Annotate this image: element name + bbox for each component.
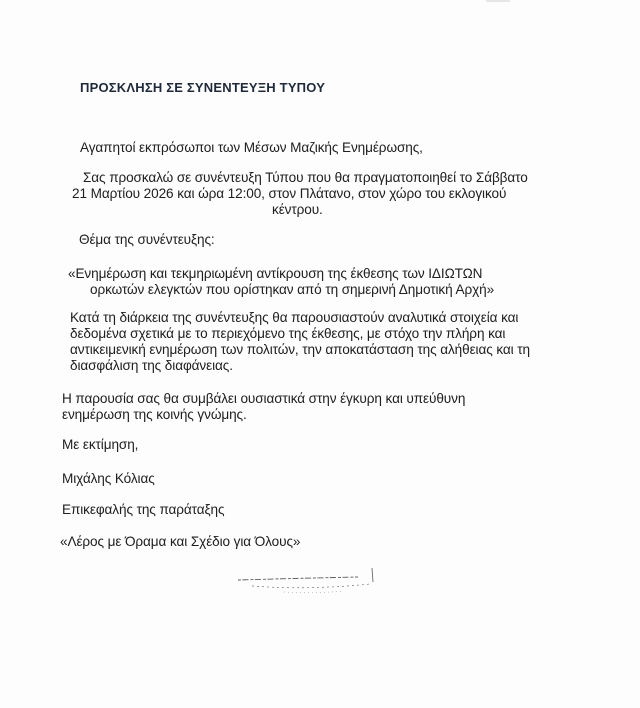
handwritten-signature: [232, 562, 382, 598]
closing-line-2: ενημέρωση της κοινής γνώμης.: [62, 407, 247, 422]
document-title: ΠΡΟΣΚΛΗΣΗ ΣΕ ΣΥΝΕΝΤΕΥΞΗ ΤΥΠΟΥ: [80, 80, 326, 95]
details-line-1: Κατά τη διάρκεια της συνέντευξης θα παρουσιαστούν αναλυτικά στοιχεία και: [70, 310, 519, 325]
scan-edge-mark: [486, 0, 510, 2]
signer-name: Μιχάλης Κόλιας: [62, 471, 155, 486]
invitation-line-3: κέντρου.: [272, 202, 323, 217]
invitation-line-2: 21 Μαρτίου 2026 και ώρα 12:00, στον Πλάτανο, στον χώρο του εκλογικού: [72, 186, 507, 201]
greeting: Αγαπητοί εκπρόσωποι των Μέσων Μαζικής Ενημέρωσης,: [80, 140, 423, 155]
details-line-4: διασφάλιση της διαφάνειας.: [70, 358, 233, 373]
topic-heading: Θέμα της συνέντευξης:: [79, 232, 215, 247]
topic-line-1: «Ενημέρωση και τεκμηριωμένη αντίκρουση της έκθεσης των ΙΔΙΩΤΩΝ: [68, 266, 483, 281]
details-line-2: δεδομένα σχετικά με το περιεχόμενο της έκθεσης, με στόχο την πλήρη και: [70, 326, 506, 341]
signer-role: Επικεφαλής της παράταξης: [62, 502, 225, 517]
topic-line-2: ορκωτών ελεγκτών που ορίστηκαν από τη σημερινή Δημοτική Αρχή»: [90, 282, 495, 297]
party-name: «Λέρος με Όραμα και Σχέδιο για Όλους»: [60, 534, 301, 549]
invitation-line-1: Σας προσκαλώ σε συνέντευξη Τύπου που θα πραγματοποιηθεί το Σάββατο: [83, 170, 528, 185]
regards: Με εκτίμηση,: [62, 437, 139, 452]
closing-line-1: Η παρουσία σας θα συμβάλει ουσιαστικά στην έγκυρη και υπεύθυνη: [62, 391, 466, 406]
details-line-3: αντικειμενική ενημέρωση των πολιτών, την αποκατάσταση της αλήθειας και τη: [70, 342, 530, 357]
